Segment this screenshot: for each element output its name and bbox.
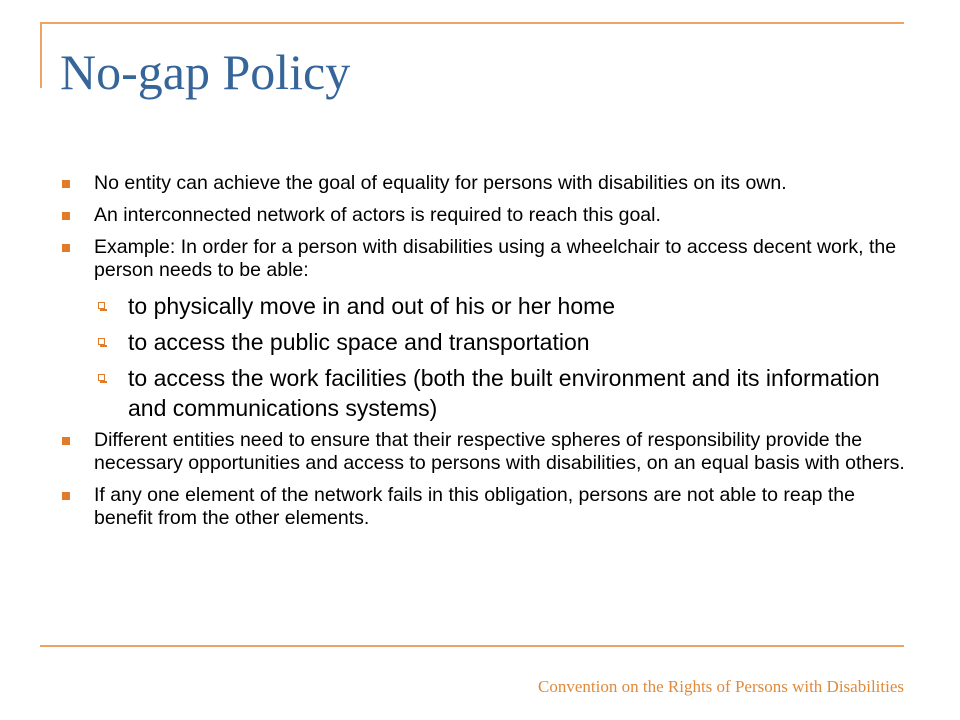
bullet-text: If any one element of the network fails in this obligation, persons are not able to reap the benefit from the other elements. — [94, 484, 855, 529]
bullet-text: Example: In order for a person with disabilities using a wheelchair to access decent work, the person needs to be able: — [94, 236, 897, 281]
square-bullet-icon — [62, 180, 70, 188]
frame-bottom-line — [40, 645, 904, 647]
sub-bullet-item — [60, 363, 905, 423]
slide-footer: Convention on the Rights of Persons with Disabilities — [538, 677, 904, 696]
bullet-item — [60, 236, 905, 282]
frame-left-line — [40, 22, 42, 88]
hollow-square-bullet-icon — [98, 374, 105, 381]
bullet-text: No entity can achieve the goal of equality for persons with disabilities on its own. — [94, 172, 787, 194]
bullet-item — [60, 429, 905, 475]
sub-bullet-item — [60, 291, 905, 321]
bullet-item — [60, 204, 905, 227]
hollow-square-bullet-icon — [98, 302, 105, 309]
hollow-square-bullet-icon — [98, 338, 105, 345]
slide-title: No-gap Policy — [60, 44, 351, 100]
sub-bullet-item — [60, 327, 905, 357]
square-bullet-icon — [62, 212, 70, 220]
sub-bullet-text: to physically move in and out of his or her home — [128, 293, 616, 319]
frame-top-line — [40, 22, 904, 24]
bullet-list — [60, 172, 905, 539]
bullet-item — [60, 172, 905, 195]
square-bullet-icon — [62, 492, 70, 500]
square-bullet-icon — [62, 244, 70, 252]
bullet-item — [60, 484, 905, 530]
sub-bullet-text: to access the work facilities (both the built environment and its information and communications systems) — [128, 365, 880, 421]
bullet-text: An interconnected network of actors is required to reach this goal. — [94, 204, 661, 226]
sub-bullet-text: to access the public space and transportation — [128, 329, 590, 355]
bullet-text: Different entities need to ensure that their respective spheres of responsibility provide the necessary opportunities and access to persons with disabilities, on an equal basis with others. — [94, 429, 905, 474]
square-bullet-icon — [62, 437, 70, 445]
